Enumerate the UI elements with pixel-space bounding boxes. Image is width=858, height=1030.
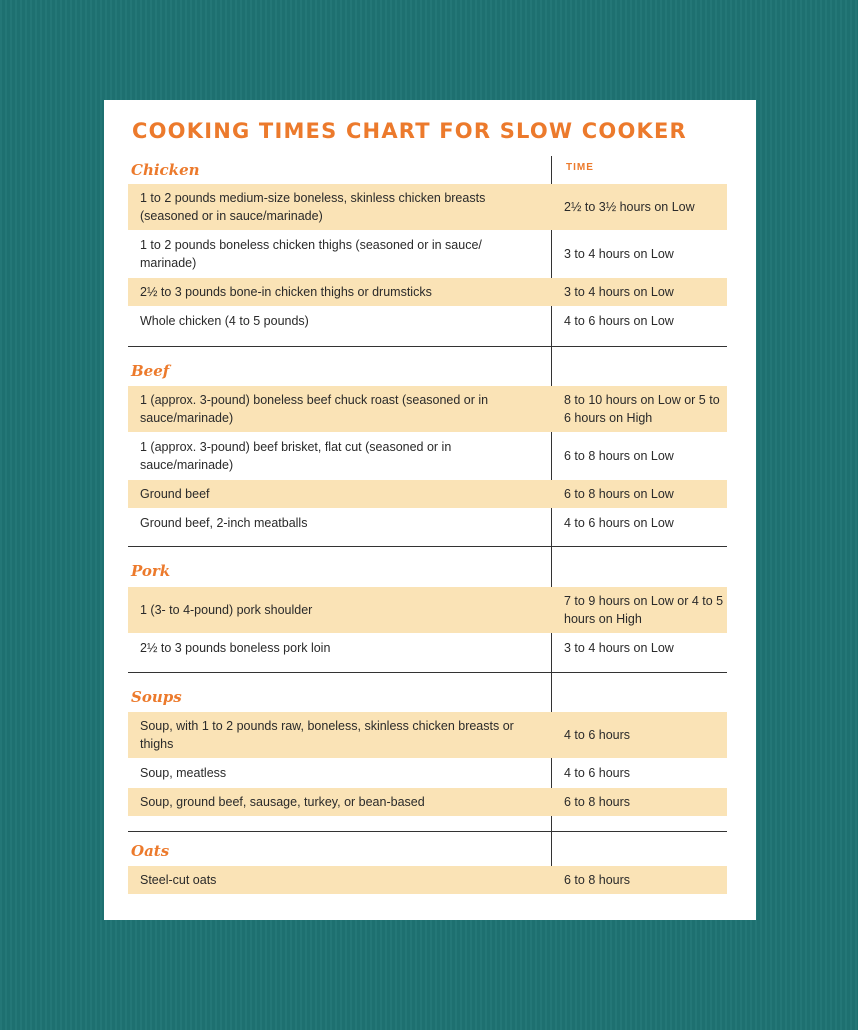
section-divider — [128, 672, 727, 673]
row-time: 3 to 4 hours on Low — [564, 641, 674, 655]
row-item: Ground beef — [140, 487, 210, 501]
table-row — [128, 307, 727, 335]
table-row — [128, 712, 727, 758]
row-item: 2½ to 3 pounds bone-in chicken thighs or drumsticks — [140, 285, 432, 299]
table-row — [128, 759, 727, 787]
row-time: 8 to 10 hours on Low or 5 to 6 hours on High — [564, 393, 720, 425]
category-pork: Pork — [131, 562, 171, 580]
table-row — [128, 386, 727, 432]
row-item: Ground beef, 2-inch meatballs — [140, 516, 308, 530]
row-item: Soup, meatless — [140, 766, 227, 780]
row-time: 7 to 9 hours on Low or 4 to 5 hours on High — [564, 594, 724, 626]
row-item: Steel-cut oats — [140, 873, 217, 887]
cooking-times-chart — [104, 100, 756, 920]
row-item: Soup, with 1 to 2 pounds raw, boneless, skinless chicken breasts or thighs — [140, 719, 514, 751]
row-time: 6 to 8 hours — [564, 795, 631, 809]
table-row — [128, 788, 727, 816]
category-chicken: Chicken — [131, 161, 200, 179]
table-row — [128, 231, 727, 277]
row-time: 6 to 8 hours on Low — [564, 449, 674, 463]
category-oats: Oats — [131, 842, 170, 860]
row-item: 1 (approx. 3-pound) beef brisket, flat cut (seasoned or in sauce/marinade) — [140, 440, 452, 472]
table-row — [128, 634, 727, 662]
row-time: 3 to 4 hours on Low — [564, 285, 674, 299]
chart-title: COOKING TIMES CHART FOR SLOW COOKER — [132, 119, 687, 143]
row-item: 1 (approx. 3-pound) boneless beef chuck roast (seasoned or in sauce/marinade) — [140, 393, 489, 425]
row-time: 2½ to 3½ hours on Low — [564, 200, 695, 214]
row-time: 3 to 4 hours on Low — [564, 247, 674, 261]
row-time: 4 to 6 hours — [564, 766, 631, 780]
table-row — [128, 509, 727, 537]
row-time: 6 to 8 hours — [564, 873, 631, 887]
category-beef: Beef — [131, 362, 170, 380]
row-time: 4 to 6 hours on Low — [564, 516, 674, 530]
row-time: 4 to 6 hours on Low — [564, 314, 674, 328]
row-time: 4 to 6 hours — [564, 728, 631, 742]
category-soups: Soups — [131, 688, 182, 706]
table-row — [128, 866, 727, 894]
section-divider — [128, 546, 727, 547]
table-row — [128, 433, 727, 479]
row-item: Whole chicken (4 to 5 pounds) — [140, 314, 309, 328]
table-row — [128, 587, 727, 633]
section-divider — [128, 831, 727, 832]
row-time: 6 to 8 hours on Low — [564, 487, 674, 501]
section-divider — [128, 346, 727, 347]
row-item: Soup, ground beef, sausage, turkey, or bean-based — [140, 795, 425, 809]
row-item: 2½ to 3 pounds boneless pork loin — [140, 641, 331, 655]
time-column-header: TIME — [566, 162, 594, 173]
table-row — [128, 278, 727, 306]
table-row — [128, 184, 727, 230]
row-item: 1 (3- to 4-pound) pork shoulder — [140, 603, 313, 617]
row-item: 1 to 2 pounds medium-size boneless, skinless chicken breasts (seasoned or in sauce/marinade) — [140, 191, 486, 223]
row-item: 1 to 2 pounds boneless chicken thighs (seasoned or in sauce/ marinade) — [140, 238, 482, 270]
table-row — [128, 480, 727, 508]
